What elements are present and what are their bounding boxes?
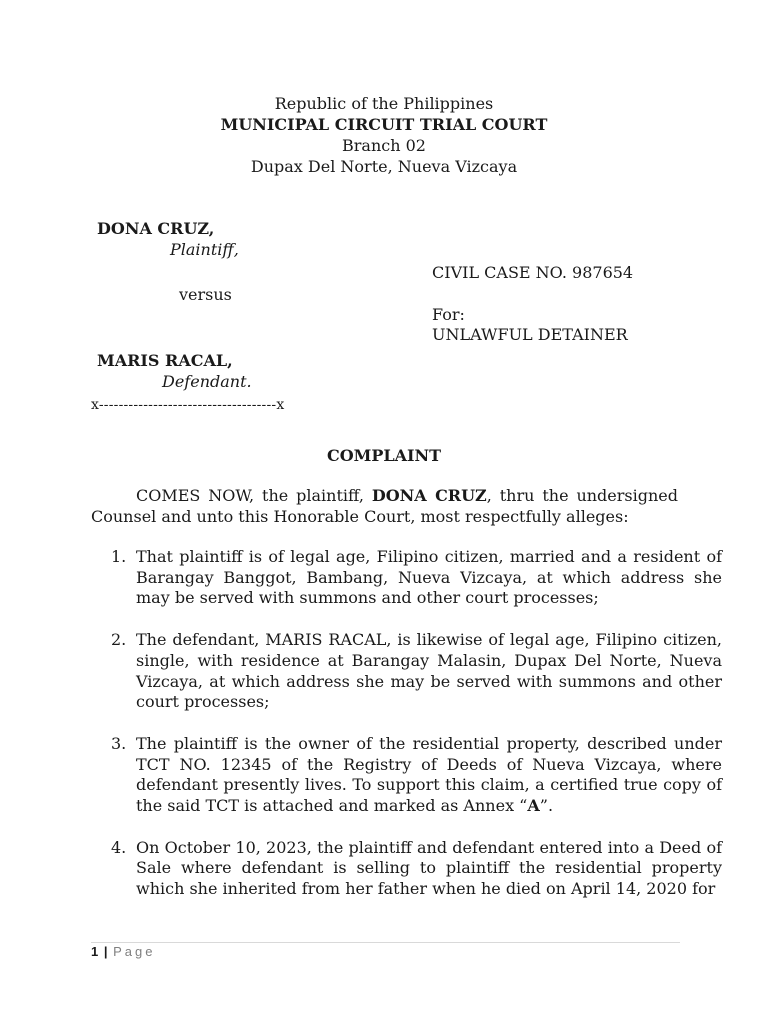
defendant-name: MARIS RACAL, <box>97 351 233 370</box>
intro-plaintiff-name: DONA CRUZ <box>371 486 487 505</box>
document-title: COMPLAINT <box>326 446 442 465</box>
allegation-item <box>111 837 722 900</box>
header-court-name: MUNICIPAL CIRCUIT TRIAL COURT <box>220 115 548 134</box>
caption-separator: x------------------------------------x <box>91 397 285 413</box>
plaintiff-role: Plaintiff, <box>170 240 239 259</box>
page-word: Page <box>113 944 156 959</box>
intro-paragraph <box>91 486 678 527</box>
allegation-number: 2. <box>111 630 127 650</box>
allegation-number: 3. <box>111 733 127 753</box>
intro-text-end: , thru the undersigned Counsel and unto this Honorable Court, most respectfully alleges: <box>91 486 679 526</box>
for-label: For: <box>432 305 465 324</box>
allegation-text: The defendant, MARIS RACAL, is likewise of legal age, Filipino citizen, single, with residence at Barangay Malasin, Dupax Del Norte, Nueva Vizcaya, at which address she may be served with summons and other court processes; <box>136 630 722 712</box>
case-number: CIVIL CASE NO. 987654 <box>432 263 634 282</box>
allegation-item <box>111 630 722 713</box>
intro-text-start: COMES NOW, the plaintiff, <box>136 486 372 505</box>
allegation-text: On October 10, 2023, the plaintiff and defendant entered into a Deed of Sale where defendant is selling to plaintiff the residential property which she inherited from her father when he died on April 14, 2020 for <box>136 837 722 899</box>
allegations-list <box>92 547 722 921</box>
annex-label: A <box>527 796 540 816</box>
defendant-role: Defendant. <box>162 372 252 391</box>
allegation-text-end: ”. <box>539 796 554 816</box>
allegation-item <box>111 733 722 817</box>
footer-divider <box>91 942 680 943</box>
header-branch: Branch 02 <box>342 136 426 155</box>
allegation-text-start: The plaintiff is the owner of the residential property, described under TCT NO. 12345 of the Registry of Deeds of Nueva Vizcaya, where defendant presently lives. To support this claim, a certified true copy of the said TCT is attached and marked as Annex “ <box>136 733 722 816</box>
page-number: 1 <box>91 944 100 959</box>
allegation-number: 1. <box>111 547 127 566</box>
header-location: Dupax Del Norte, Nueva Vizcaya <box>250 157 518 176</box>
plaintiff-name: DONA CRUZ, <box>97 219 215 238</box>
allegation-number: 4. <box>111 837 127 857</box>
header-republic: Republic of the Philippines <box>274 94 494 113</box>
allegation-text: That plaintiff is of legal age, Filipino citizen, married and a resident of Barangay Banggot, Bambang, Nueva Vizcaya, at which address she may be served with summons and other court processes; <box>136 547 722 608</box>
page-separator: | <box>103 944 109 959</box>
versus-label: versus <box>179 285 232 304</box>
page-footer <box>91 944 156 960</box>
case-nature: UNLAWFUL DETAINER <box>432 325 628 344</box>
allegation-item <box>111 547 722 609</box>
